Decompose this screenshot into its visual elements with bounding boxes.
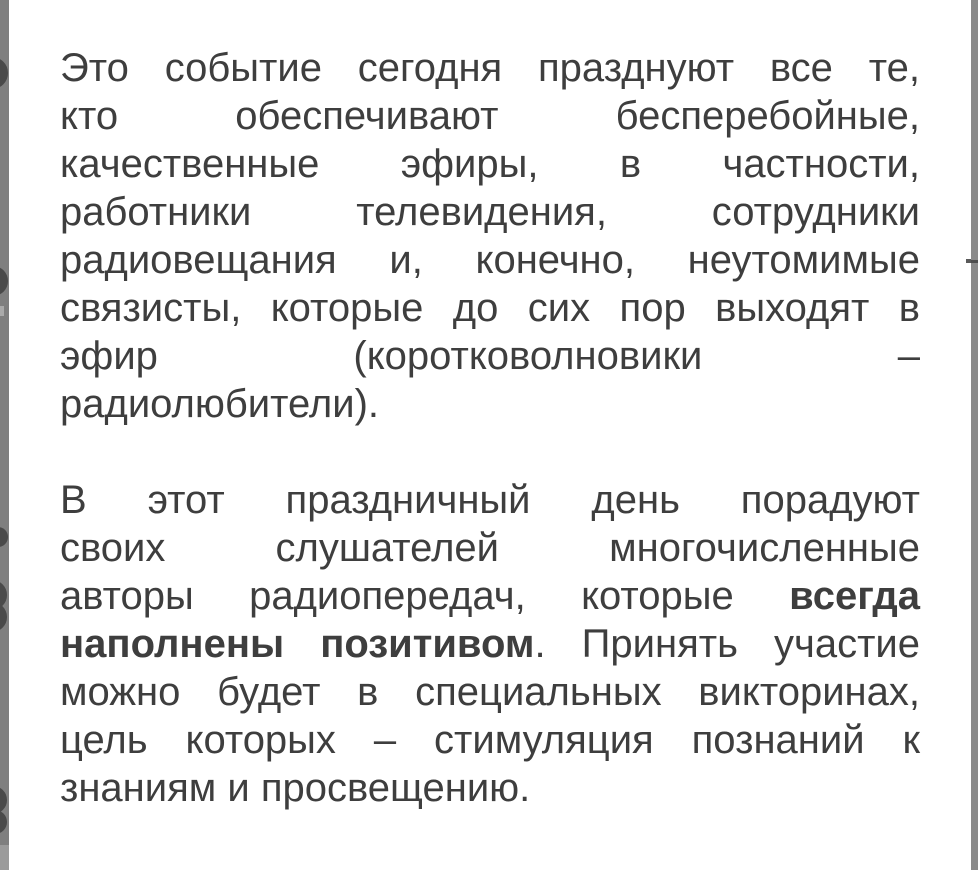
text-line xyxy=(60,668,920,716)
text-line xyxy=(60,476,920,524)
left-page-edge xyxy=(0,0,10,870)
bold-text-segment: всегда xyxy=(789,574,920,618)
text-segment: знаниям и просвещению. xyxy=(60,766,531,810)
clipped-glyph-fragment xyxy=(0,306,4,316)
text-segment: радиовещания и, конечно, неутомимые xyxy=(60,238,920,282)
text-segment: работники телевидения, сотрудники xyxy=(60,190,920,234)
text-line xyxy=(60,524,920,572)
text-line xyxy=(60,764,920,812)
text-line xyxy=(60,716,920,764)
text-line xyxy=(60,140,920,188)
text-segment: радиолюбители). xyxy=(60,382,380,426)
text-segment: Это событие сегодня празднуют все те, xyxy=(60,46,920,90)
paragraph xyxy=(60,476,920,812)
text-line xyxy=(60,92,920,140)
text-line xyxy=(60,284,920,332)
text-segment: качественные эфиры, в частности, xyxy=(60,142,920,186)
text-line xyxy=(60,44,920,92)
text-line xyxy=(60,332,920,380)
text-segment: кто обеспечивают бесперебойные, xyxy=(60,94,920,138)
text-line xyxy=(60,188,920,236)
text-line xyxy=(60,380,920,428)
clipped-glyph-fragment xyxy=(0,527,8,547)
text-line xyxy=(60,572,920,620)
left-page-edge-fade xyxy=(0,845,9,870)
bold-text-segment: наполнены позитивом xyxy=(60,622,535,666)
text-segment: можно будет в специальных викторинах, xyxy=(60,670,920,714)
clipped-glyph-fragment xyxy=(0,786,7,814)
scrollbar-track[interactable] xyxy=(971,0,978,870)
text-line xyxy=(60,236,920,284)
text-segment: связисты, которые до сих пор выходят в xyxy=(60,286,920,330)
text-segment: В этот праздничный день порадуют xyxy=(60,478,920,522)
clipped-glyph-fragment xyxy=(0,810,7,834)
clipped-glyph-fragment xyxy=(0,266,8,296)
text-segment: эфир (коротковолновики – xyxy=(60,334,920,378)
paragraph xyxy=(60,44,920,428)
text-segment: авторы радиопередач, которые xyxy=(60,574,790,618)
left-page-edge-bar xyxy=(0,0,9,870)
text-segment: цель которых – стимуляция познаний к xyxy=(60,718,920,762)
text-segment: своих слушателей многочисленные xyxy=(60,526,920,570)
text-line xyxy=(60,620,920,668)
clipped-glyph-fragment xyxy=(0,602,7,632)
text-segment: . Принять участие xyxy=(534,622,921,666)
article-text xyxy=(60,44,920,812)
scrollbar-notch xyxy=(971,260,978,263)
clipped-glyph-fragment xyxy=(0,57,8,89)
